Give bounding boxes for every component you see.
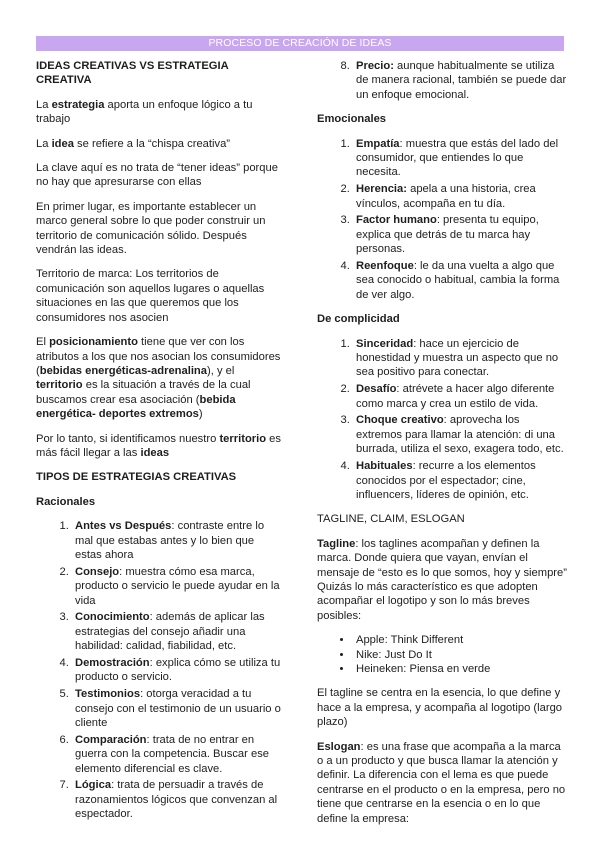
paragraph-conclusion [36,432,282,461]
paragraph-marco: En primer lugar, es importante establecer un marco general sobre lo que poder construir un territorio de comunicación sólido. Después vendrán las ideas. [36,200,266,257]
list-item [353,413,567,456]
bold-term: Herencia: [356,183,407,196]
text: se refiere a la “chispa creativa” [73,137,231,150]
text: : otorga veracidad a tu consejo con el testimonio de un usuario o cliente [75,688,281,729]
text: : le da una vuelta a algo que sea conocido o habitual, cambia la forma de ver algo. [356,260,560,301]
text: : presenta tu equipo, explica que detrás de tu marca hay personas. [356,214,539,256]
text: : es una frase que acompaña a la marca o a un producto y que busca llamar la atención y definir. La diferencia con el lema es que puede centrarse en el producto o en la empresa, pero no tiene que centrarse en la esencia o en lo que define la empresa: [317,740,566,825]
text: : además de aplicar las estrategias del consejo añadir una habilidad: calidad, fiabilidad, etc. [75,611,265,653]
bold-term: Consejo [75,565,120,578]
list-item [72,778,282,821]
list-racionales-continued [317,59,567,102]
list-racionales [36,519,282,821]
list-item [72,519,282,562]
bold-term: bebida energética- deportes extremos [36,393,236,421]
subheading-complicidad: De complicidad [317,313,400,326]
text: El [36,336,50,349]
bold-term: Testimonios [75,688,141,701]
subheading-emocionales: Emocionales [317,113,387,126]
text: : muestra cómo esa marca, producto o servicio le puede ayudar en la vida [75,565,280,607]
heading-tipos: TIPOS DE ESTRATEGIAS CREATIVAS [36,471,237,484]
bold-term: territorio [36,379,83,392]
section-banner: PROCESO DE CREACIÓN DE IDEAS [36,36,564,51]
bold-term: Lógica [75,779,112,792]
paragraph-eslogan [317,740,567,826]
text: aporta un enfoque lógico a tu trabajo [36,98,253,126]
list-item [72,687,282,730]
paragraph-tagline [317,537,567,623]
bold-term: Eslogan [317,740,361,753]
paragraph-posicionamiento [36,335,282,421]
heading-ideas-vs-estrategia: IDEAS CREATIVAS VS ESTRATEGIA CREATIVA [36,60,229,87]
paragraph-estrategia [36,98,282,127]
list-item: • Nike: Just Do It [353,648,567,662]
text: La [36,137,52,150]
text: : los taglines acompañan y definen la marca. Donde quiera que vayan, envían el mensaje de “esto es lo que somos, hoy y siempre” Quizás lo más característico es que adopten acompañar el logotipo y son lo más breves posibles: [317,537,567,622]
list-tagline-examples [317,633,567,676]
text: : muestra que estás del lado del consumidor, que entiendes lo que necesita. [356,137,559,179]
text: : trata de persuadir a través de razonamientos lógicos que convenzan al espectador. [75,779,278,821]
text: : explica cómo se utiliza tu producto o servicio. [75,656,281,684]
text: ) [198,408,203,421]
bold-term: bebidas energéticas-adrenalina [39,364,207,377]
list-item: • Heineken: Piensa en verde [353,662,567,676]
heading-tagline-claim-eslogan: TAGLINE, CLAIM, ESLOGAN [317,513,465,526]
list-item [353,259,567,302]
paragraph-territorio: Territorio de marca: Los territorios de comunicación son aquellos lugares o aquellas situaciones en las que queremos que los consumidores nos asocien [36,268,265,324]
list-item [353,59,567,102]
list-item [72,733,282,776]
list-item [353,459,567,502]
list-item [353,182,567,211]
list-item [72,565,282,608]
text: : aprovecha los extremos para llamar la atención: di una burrada, utiliza el sexo, exagera todo, etc. [356,414,564,456]
bold-term: idea [51,137,74,150]
text: : contraste entre lo mal que estabas antes y lo bien que estas ahora [75,520,265,561]
bold-term: Comparación [75,733,147,746]
text: Por lo tanto, si identificamos nuestro [36,432,220,445]
left-column [36,59,282,832]
bold-term: posicionamiento [49,336,138,349]
list-item [72,656,282,685]
list-item [353,382,567,411]
right-column [317,59,567,836]
paragraph-tagline-esencia: El tagline se centra en la esencia, lo que define y hace a la empresa, y acompaña al logotipo (largo plazo) [317,687,563,729]
text: ), y el [207,364,235,377]
list-item [353,337,567,380]
text: aunque habitualmente se utiliza de manera racional, también se puede dar un enfoque emocional. [356,60,567,101]
text: es más fácil llegar a las [36,432,282,459]
list-complicidad [317,337,567,503]
bold-term: Conocimiento [75,611,150,624]
list-item: • Apple: Think Different [353,633,567,647]
bold-term: Choque creativo [356,414,444,427]
text: : trata de no entrar en guerra con la competencia. Buscar ese elemento diferencial es clave. [75,733,270,775]
bold-term: Desafío [356,383,397,396]
bold-term: Antes vs Después [75,520,172,533]
paragraph-idea [36,137,282,151]
paragraph-clave: La clave aquí es no trata de “tener ideas” porque no hay que apresurarse con ellas [36,162,278,189]
text: : recurre a los elementos conocidos por el espectador; cine, influencers, líderes de opinión, etc. [356,460,536,501]
bold-term: Tagline [317,537,356,550]
list-item [353,213,567,256]
text: es la situación a través de la cual buscamos crear esa asociación ( [36,379,251,406]
bold-term: ideas [140,446,170,459]
bold-term: Empatía [356,137,400,150]
text: tiene que ver con los atributos a los que nos asocian los consumidores ( [36,336,281,377]
bold-term: estrategia [51,98,105,111]
bold-term: Sinceridad [356,337,414,350]
bold-term: Precio: [356,60,394,72]
bold-term: Habituales [356,460,413,473]
text: : atrévete a hacer algo diferente como marca y crea un estilo de vida. [356,383,555,410]
subheading-racionales: Racionales [36,495,96,508]
bold-term: Reenfoque [356,260,414,273]
list-item [72,610,282,653]
text: : hace un ejercicio de honestidad y muestra un aspecto que no sea positivo para conectar. [356,337,559,379]
text: apela a una historia, crea vínculos, acompaña en tu día. [356,183,536,210]
text: La [36,98,52,111]
bold-term: Demostración [75,656,150,669]
list-item [353,137,567,180]
list-emocionales [317,137,567,303]
bold-term: Factor humano [356,214,437,227]
bold-term: territorio [219,432,267,445]
